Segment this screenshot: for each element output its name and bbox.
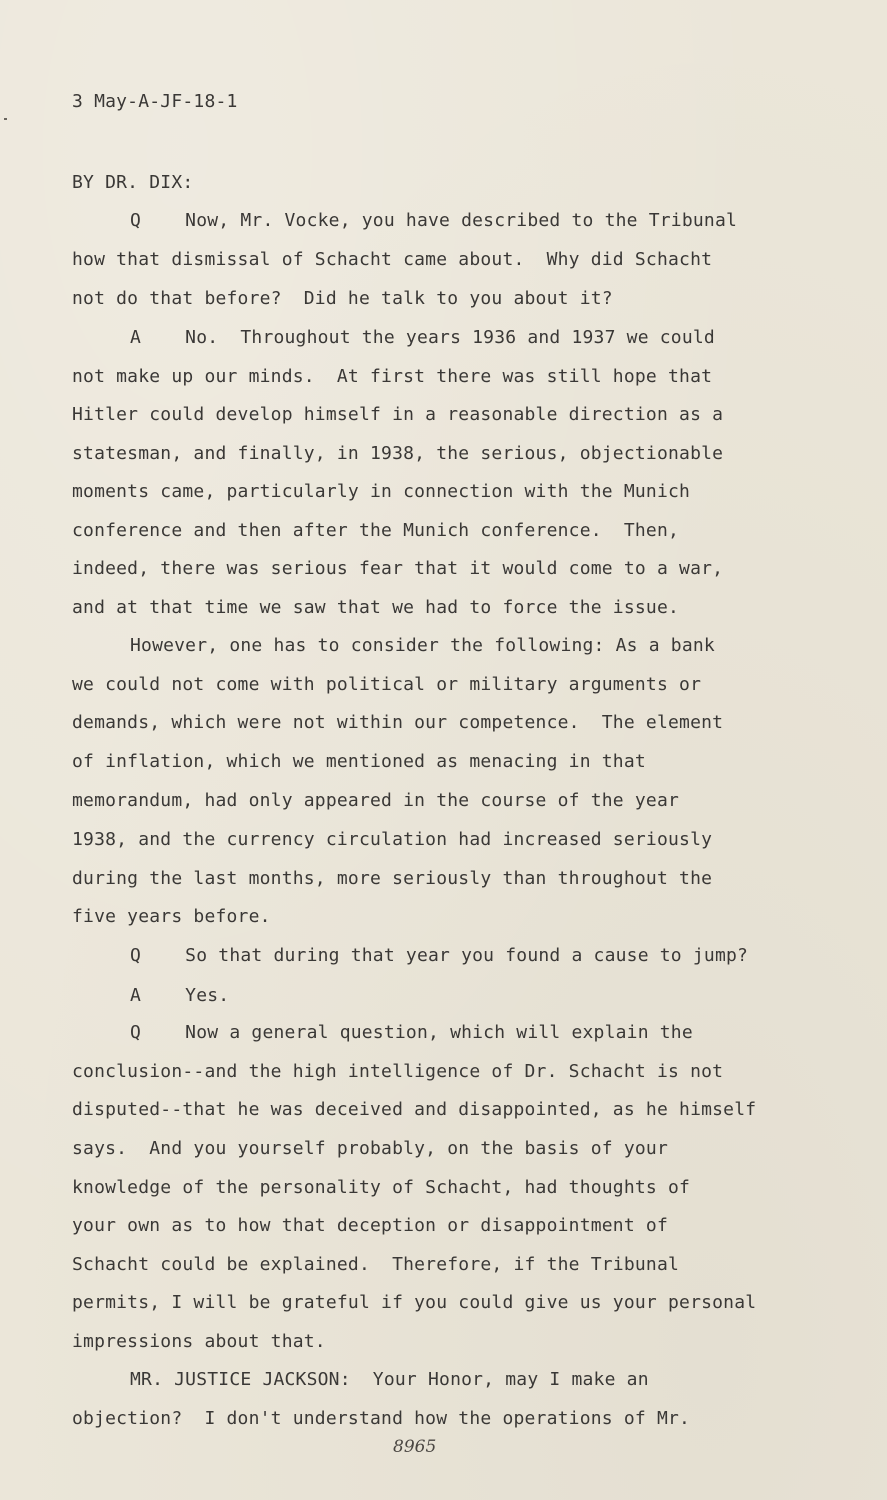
text-line: objection? I don't understand how the operations of Mr. — [72, 1408, 691, 1429]
header-reference: 3 May-A-JF-18-1 — [72, 91, 238, 112]
text-line: demands, which were not within our competence. The element — [72, 712, 724, 733]
text-line: how that dismissal of Schacht came about. Why did Schacht — [72, 249, 713, 270]
text-line: we could not come with political or military arguments or — [72, 674, 702, 695]
text-line: However, one has to consider the following: As a bank — [130, 635, 715, 656]
text-line: your own as to how that deception or disappointment of — [72, 1215, 668, 1236]
text-line: during the last months, more seriously than throughout the — [72, 868, 713, 889]
text-line: A Yes. — [130, 985, 230, 1006]
text-line: knowledge of the personality of Schacht, had thoughts of — [72, 1177, 691, 1198]
text-line: conclusion--and the high intelligence of Dr. Schacht is not — [72, 1061, 724, 1082]
text-line: five years before. — [72, 906, 271, 927]
text-line: memorandum, had only appeared in the course of the year — [72, 790, 680, 811]
text-line: BY DR. DIX: — [72, 172, 194, 193]
text-line: disputed--that he was deceived and disappointed, as he himself — [72, 1099, 757, 1120]
text-line: moments came, particularly in connection with the Munich — [72, 481, 691, 502]
text-line: not do that before? Did he talk to you about it? — [72, 288, 613, 309]
text-line: and at that time we saw that we had to force the issue. — [72, 597, 680, 618]
text-line: 1938, and the currency circulation had increased seriously — [72, 829, 713, 850]
page-number: 8965 — [393, 1437, 437, 1457]
text-line: impressions about that. — [72, 1331, 326, 1352]
text-line: Q So that during that year you found a cause to jump? — [130, 945, 749, 966]
margin-mark — [4, 118, 7, 120]
text-line: conference and then after the Munich conference. Then, — [72, 520, 680, 541]
text-line: Schacht could be explained. Therefore, if the Tribunal — [72, 1254, 680, 1275]
text-line: of inflation, which we mentioned as menacing in that — [72, 751, 646, 772]
text-line: says. And you yourself probably, on the basis of your — [72, 1138, 668, 1159]
text-line: Hitler could develop himself in a reasonable direction as a — [72, 404, 724, 425]
text-line: indeed, there was serious fear that it would come to a war, — [72, 558, 724, 579]
text-line: statesman, and finally, in 1938, the serious, objectionable — [72, 443, 724, 464]
text-line: A No. Throughout the years 1936 and 1937 we could — [130, 327, 715, 348]
text-line: Q Now a general question, which will explain the — [130, 1022, 693, 1043]
text-line: not make up our minds. At first there was still hope that — [72, 366, 713, 387]
text-line: MR. JUSTICE JACKSON: Your Honor, may I make an — [130, 1369, 649, 1390]
text-line: Q Now, Mr. Vocke, you have described to the Tribunal — [130, 210, 738, 231]
text-line: permits, I will be grateful if you could give us your personal — [72, 1292, 757, 1313]
